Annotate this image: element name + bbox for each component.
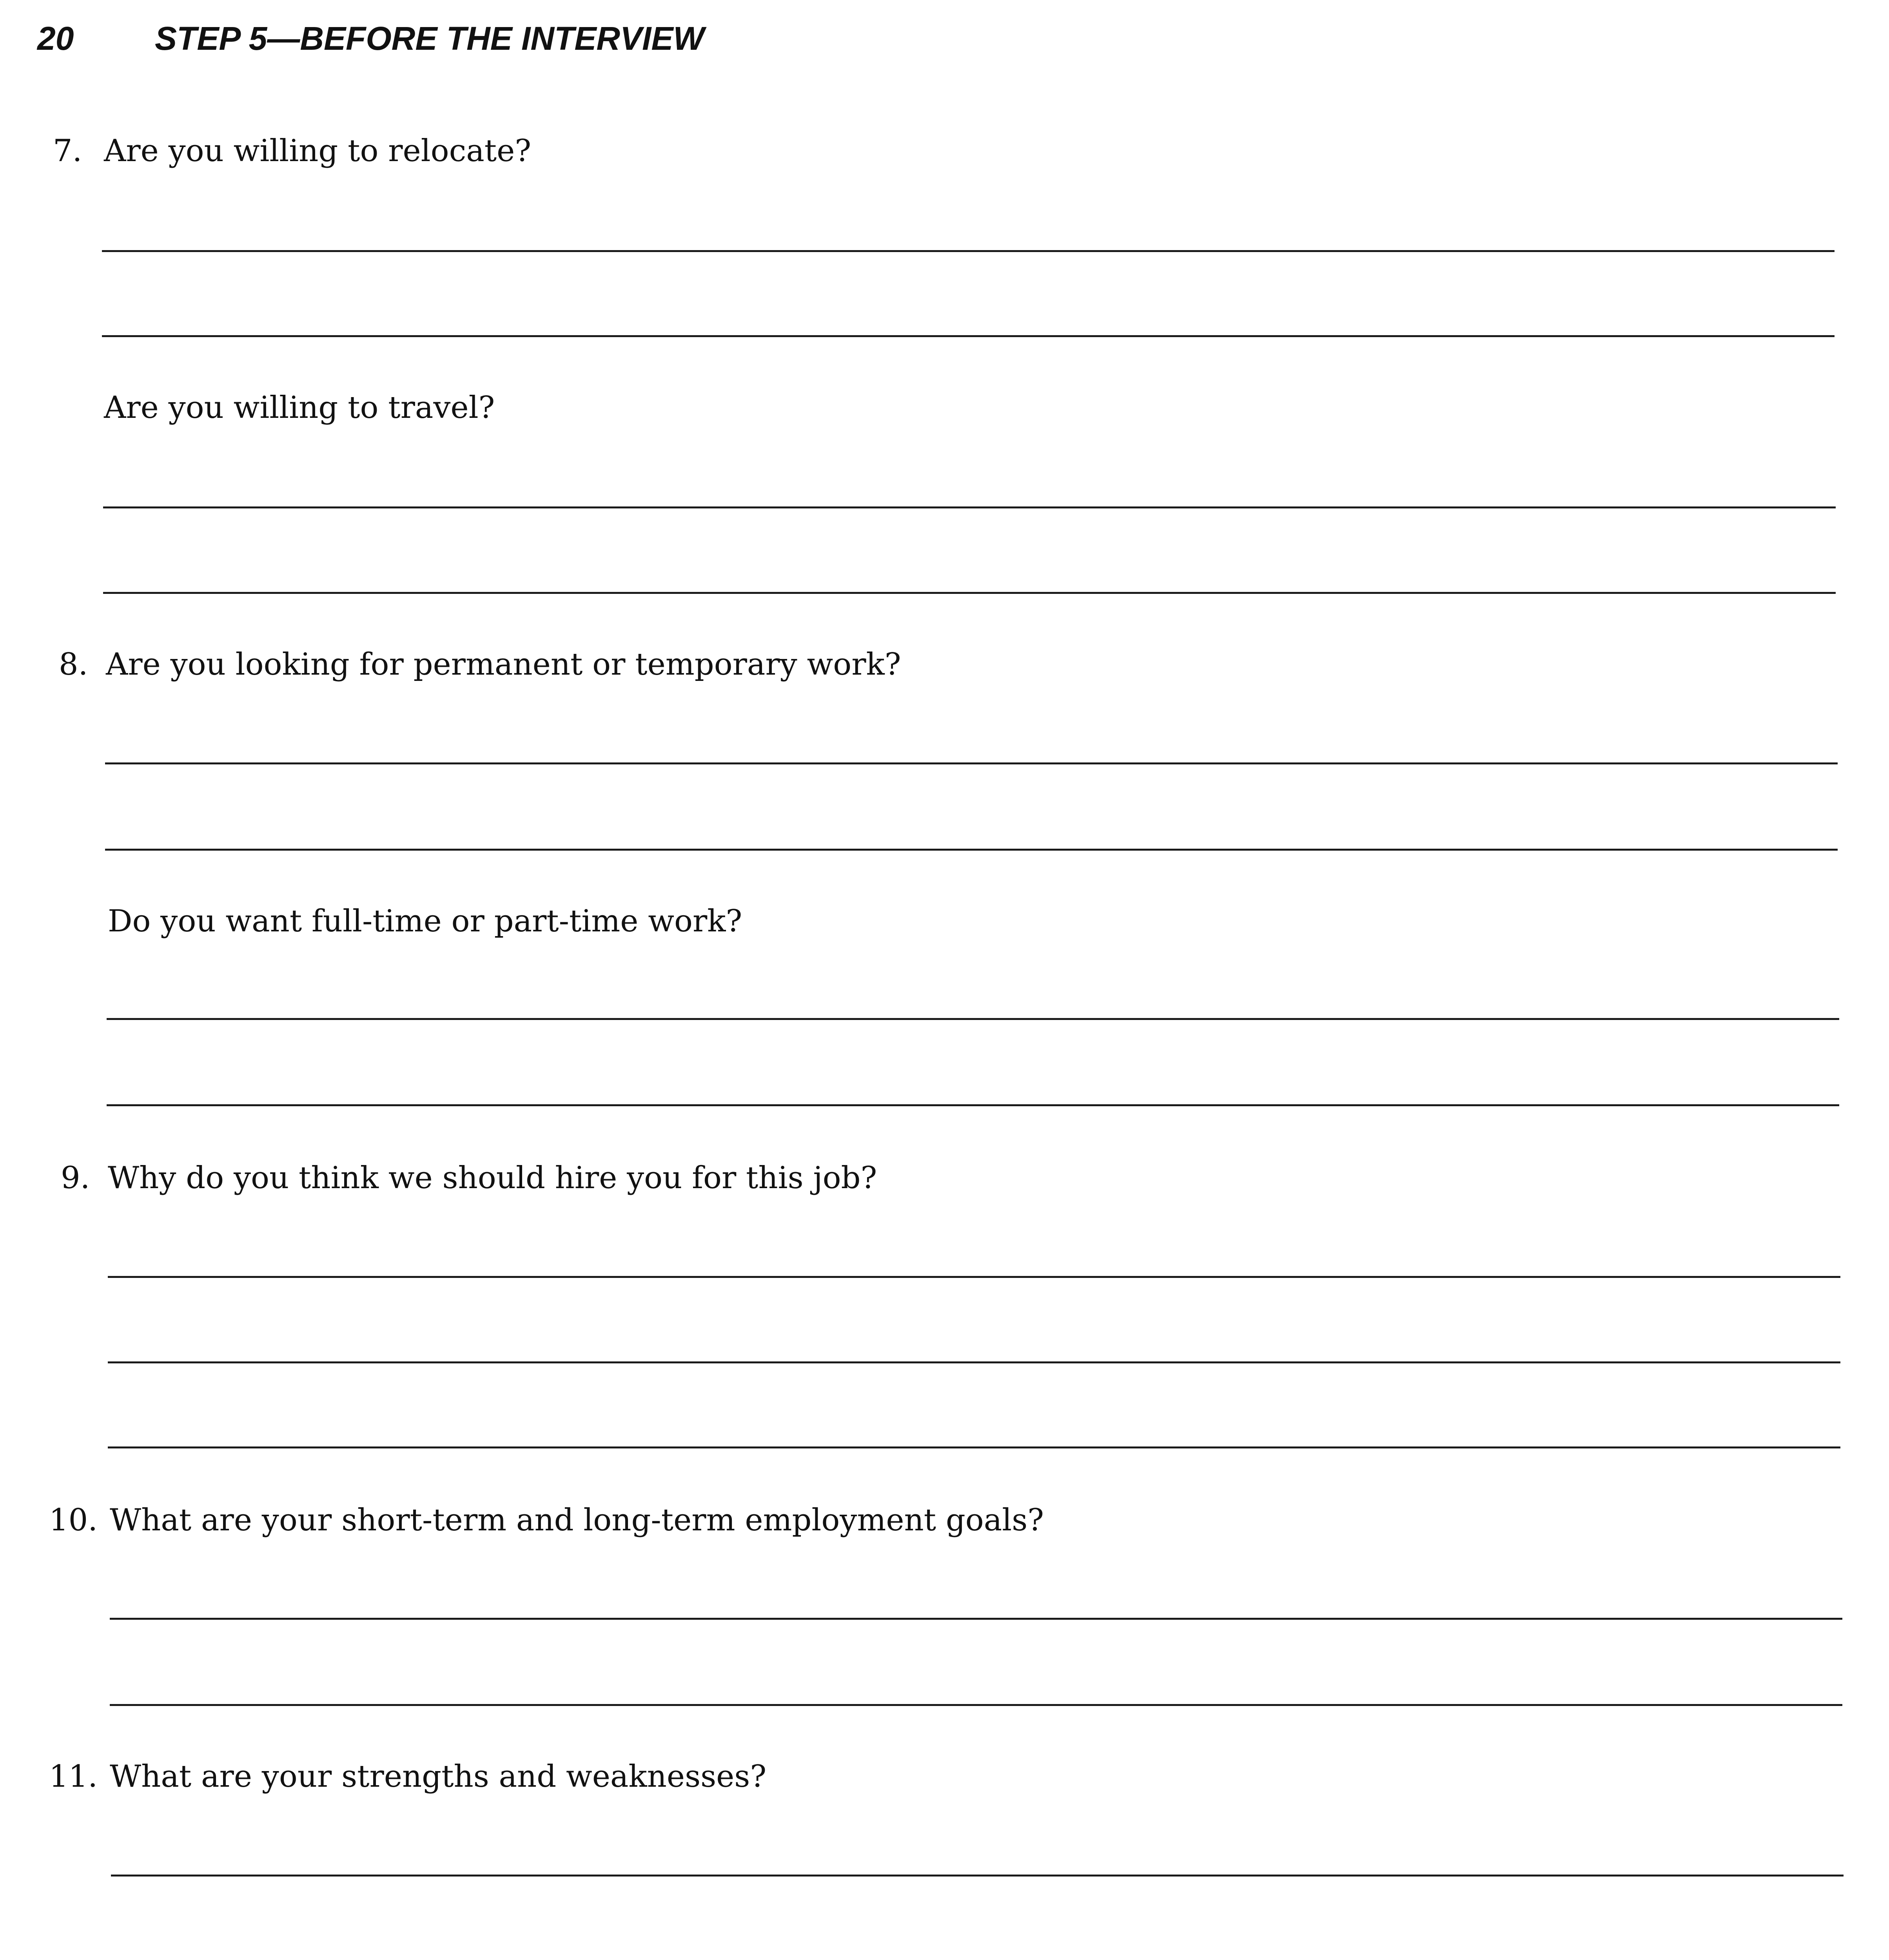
answer-line[interactable] (108, 1276, 1840, 1278)
question-text: Are you willing to travel? (104, 390, 495, 425)
question-text: Are you looking for permanent or temporary work? (106, 647, 901, 682)
question-11 (49, 1759, 766, 1794)
question-number: 7. (53, 133, 82, 169)
question-text: What are your short-term and long-term employment goals? (110, 1503, 1044, 1538)
answer-line[interactable] (107, 1018, 1839, 1020)
section-title: STEP 5—BEFORE THE INTERVIEW (155, 20, 704, 57)
question-10 (49, 1503, 1044, 1538)
question-text: What are your strengths and weaknesses? (110, 1759, 767, 1794)
question-7 (53, 133, 531, 169)
answer-line[interactable] (105, 762, 1838, 764)
question-text: Why do you think we should hire you for this job? (108, 1160, 877, 1196)
answer-line[interactable] (102, 250, 1835, 252)
page-header (37, 20, 704, 58)
question-text: Do you want full-time or part-time work? (108, 904, 742, 939)
answer-line[interactable] (105, 849, 1838, 851)
question-number: 9. (61, 1160, 90, 1196)
question-number: 8. (59, 647, 88, 682)
question-number: 10. (49, 1503, 98, 1538)
answer-line[interactable] (103, 592, 1836, 594)
question-9 (61, 1160, 877, 1196)
question-8b (108, 904, 742, 939)
answer-line[interactable] (108, 1446, 1840, 1448)
answer-line[interactable] (103, 506, 1836, 508)
answer-line[interactable] (111, 1875, 1844, 1877)
answer-line[interactable] (110, 1618, 1842, 1620)
answer-line[interactable] (110, 1704, 1842, 1706)
answer-line[interactable] (107, 1104, 1839, 1106)
page-number: 20 (37, 20, 74, 57)
question-8 (59, 647, 901, 682)
question-number: 11. (49, 1759, 98, 1794)
question-7b (104, 390, 495, 425)
answer-line[interactable] (108, 1361, 1840, 1363)
answer-line[interactable] (102, 335, 1835, 337)
question-text: Are you willing to relocate? (104, 133, 532, 169)
